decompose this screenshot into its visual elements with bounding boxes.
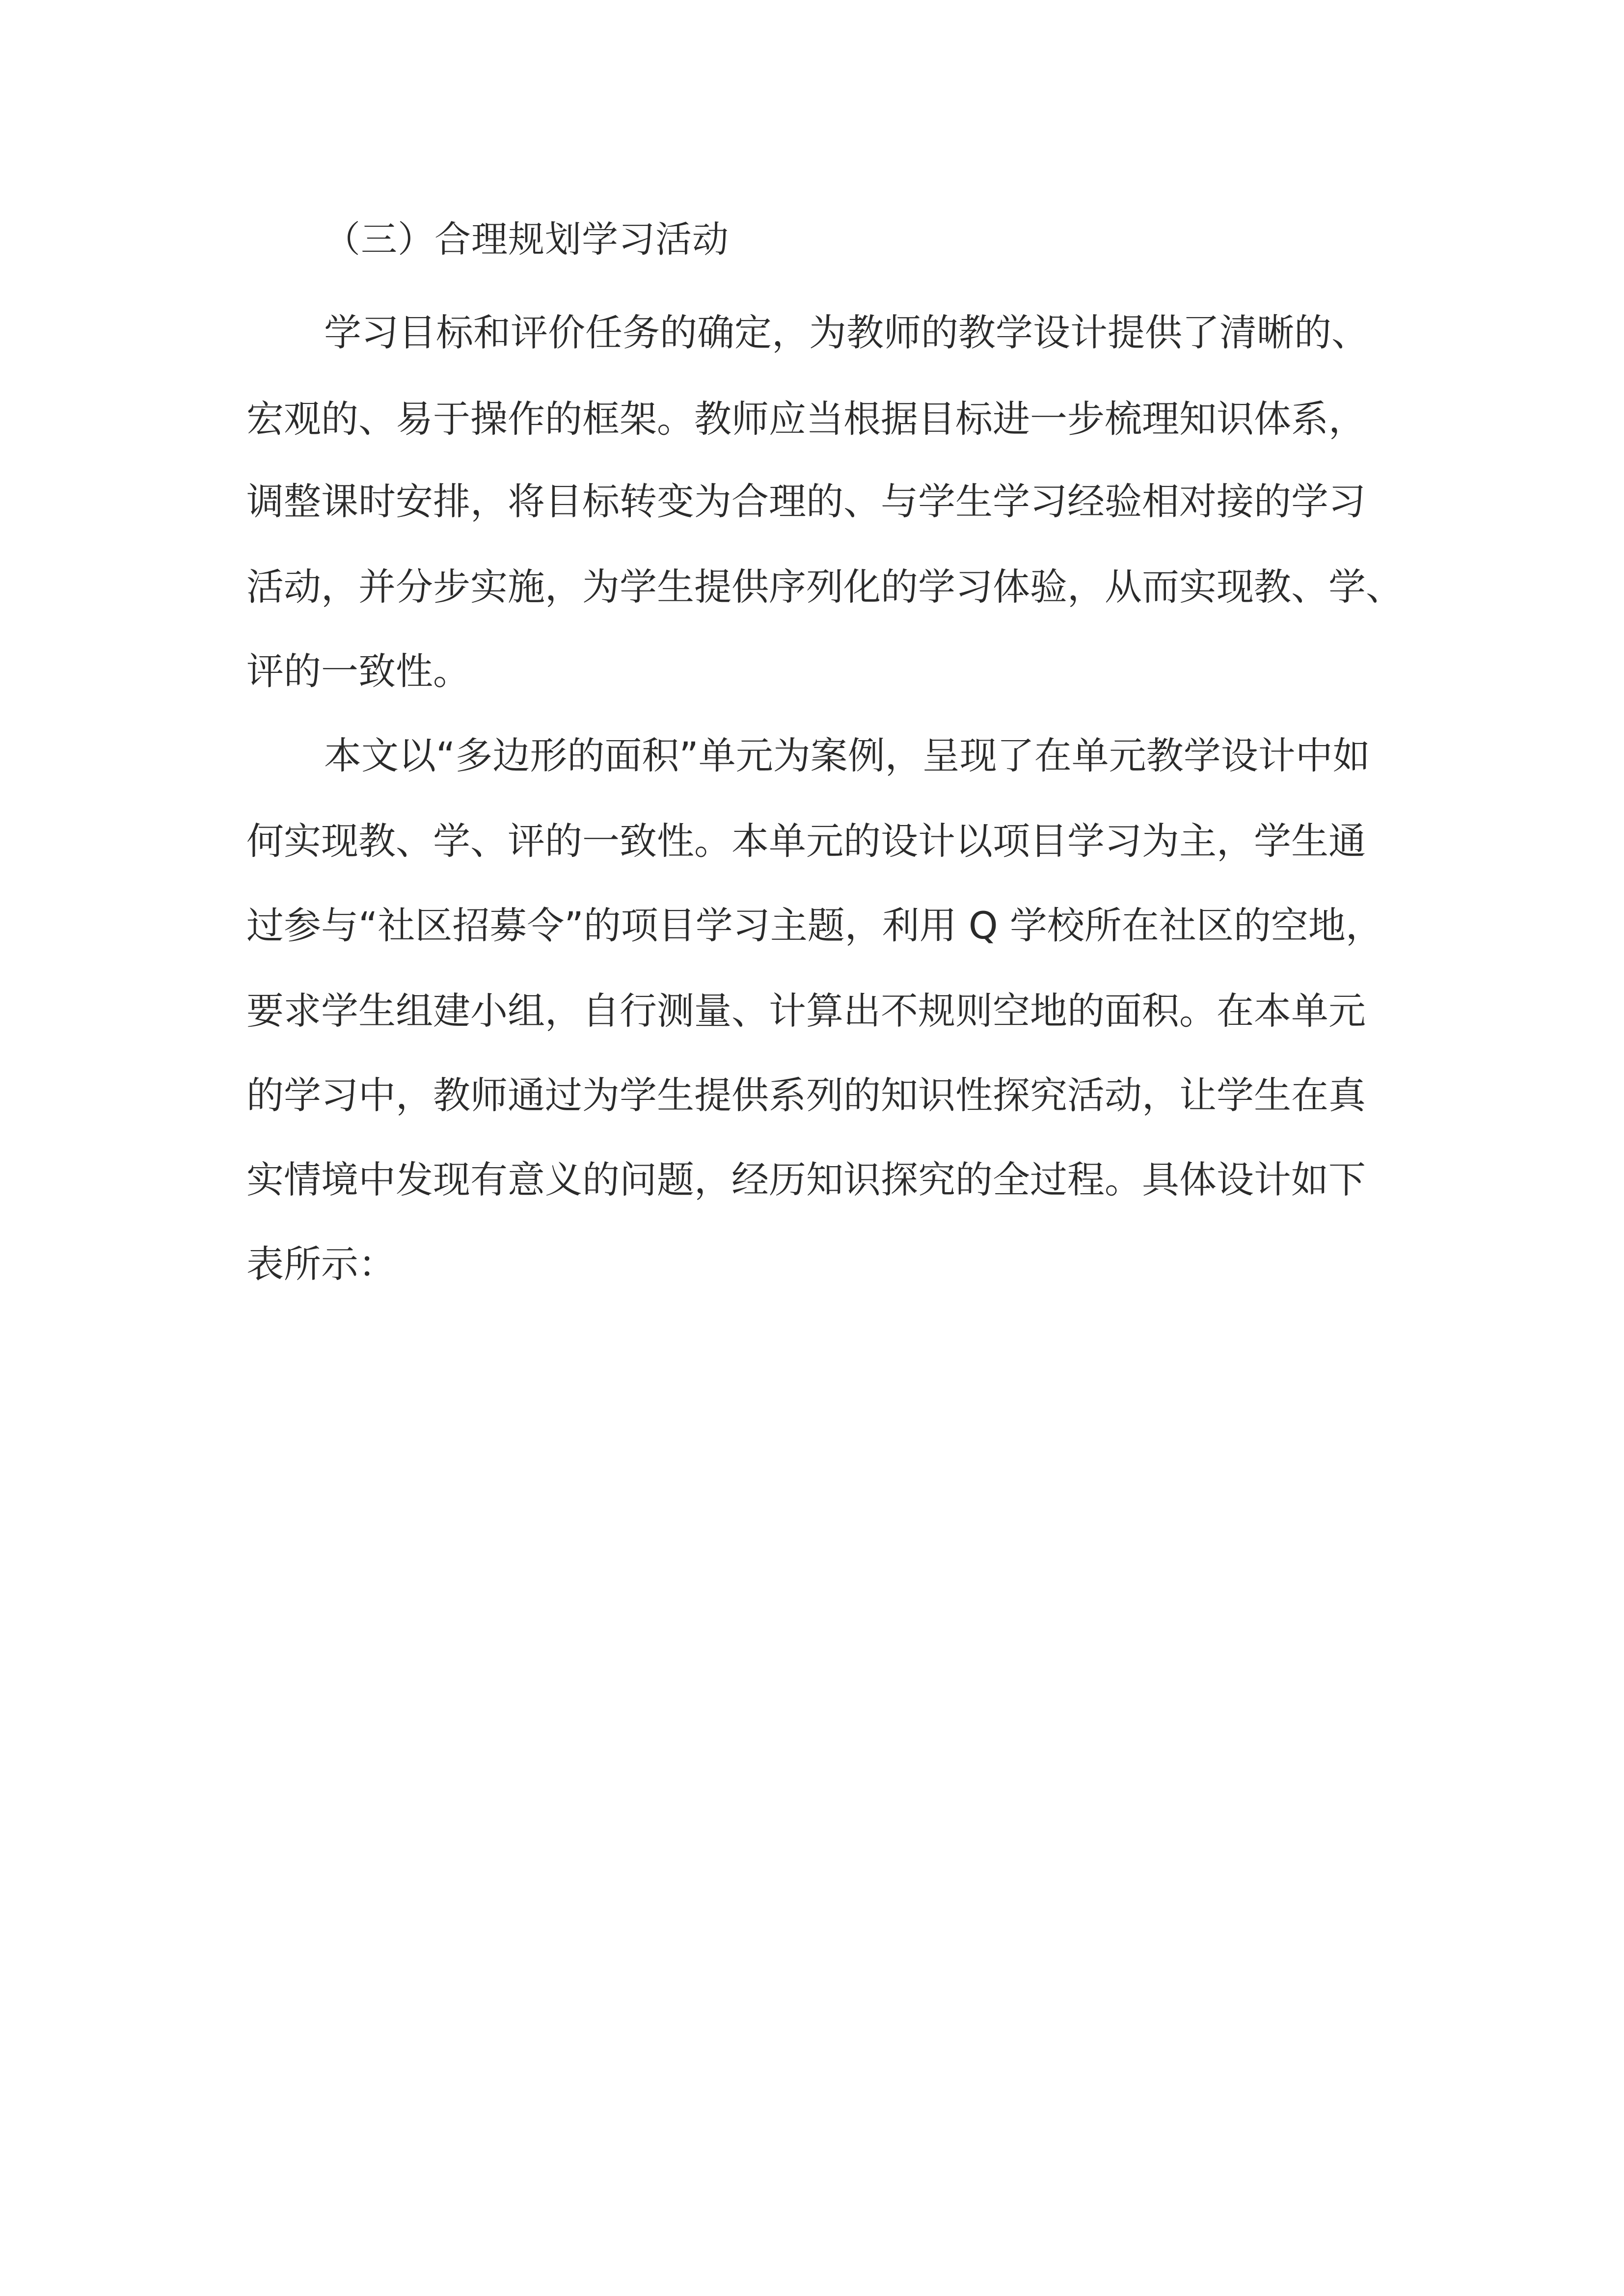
paragraph-1-line-4: 活动，并分步实施，为学生提供序列化的学习体验，从而实现教、学、 <box>246 565 1403 609</box>
paragraph-1-line-1: 学习目标和评价任务的确定，为教师的教学设计提供了清晰的、 <box>324 311 1369 354</box>
paragraph-1-line-5: 评的一致性。 <box>246 649 470 693</box>
paragraph-2-line-5: 的学习中，教师通过为学生提供系列的知识性探究活动，让学生在真 <box>246 1073 1366 1117</box>
paragraph-2-line-6: 实情境中发现有意义的问题，经历知识探究的全过程。具体设计如下 <box>246 1158 1366 1201</box>
paragraph-2-line-7: 表所示： <box>246 1242 396 1286</box>
section-heading: （三）合理规划学习活动 <box>324 218 729 261</box>
paragraph-1-line-2: 宏观的、易于操作的框架。教师应当根据目标进一步梳理知识体系， <box>246 397 1366 441</box>
paragraph-2-line-2: 何实现教、学、评的一致性。本单元的设计以项目学习为主，学生通 <box>246 819 1366 863</box>
paragraph-2-line-4: 要求学生组建小组，自行测量、计算出不规则空地的面积。在本单元 <box>246 989 1366 1033</box>
paragraph-2-line-1: 本文以“多边形的面积”单元为案例，呈现了在单元教学设计中如 <box>324 734 1370 777</box>
paragraph-1-line-3: 调整课时安排，将目标转变为合理的、与学生学习经验相对接的学习 <box>246 480 1366 523</box>
paragraph-2-line-3: 过参与“社区招募令”的项目学习主题，利用 Q 学校所在社区的空地， <box>246 904 1383 947</box>
